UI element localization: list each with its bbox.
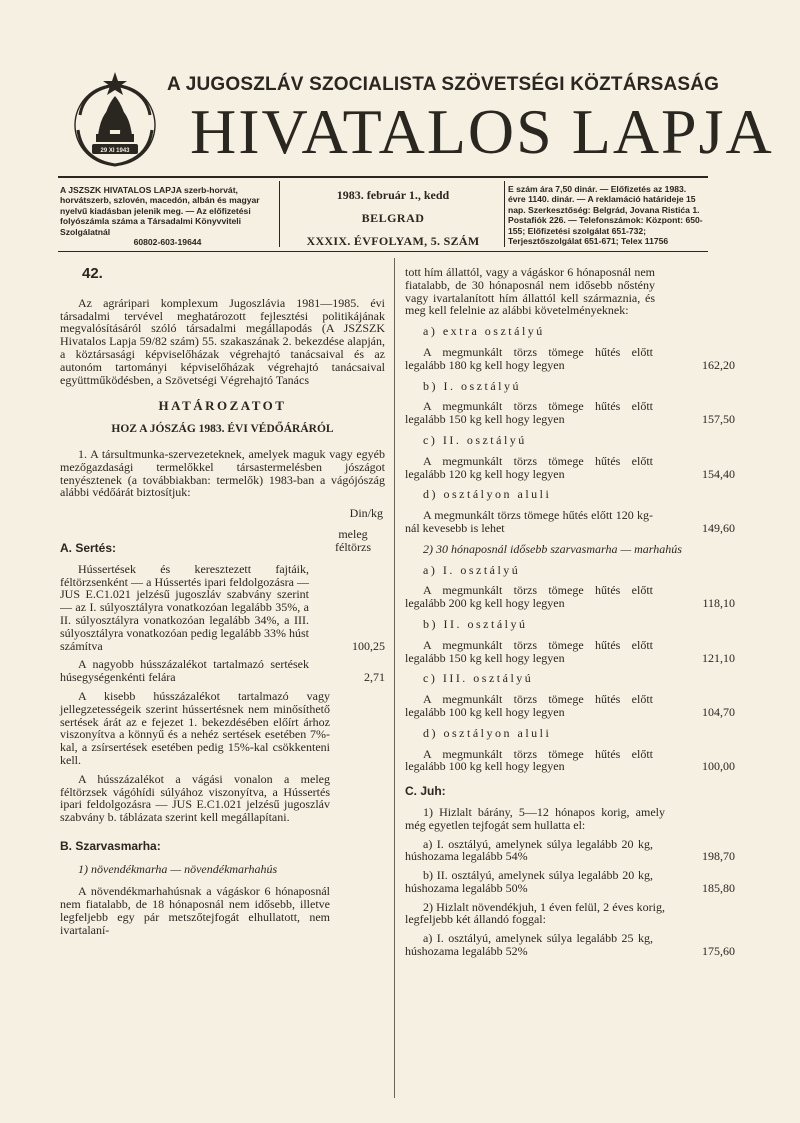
grade-block — [405, 434, 735, 480]
masthead — [0, 0, 800, 248]
price-item-text: Hússertések és keresztezett fajtáik, féltörzsenként — a Hússertés ipari feldolgozásra — JUS E.C1.021 jelzésű jugoszláv szabvány szerint — az I. súlyosztályra vonatkozóan legalább 35%, a II. súlyosztályra vonatkozóan legalább 34%, a III. súlyosztályra vonatkozóan pedig legalább 33% húst számítva — [60, 561, 309, 653]
grade-item — [405, 584, 735, 610]
subscription-info-text: A JSZSZK HIVATALOS LAPJA szerb-horvát, horvátszerb, szlovén, macedón, albán és magyar nyelvű kiadásban jelenik meg. — Az előfizetési folyószámla száma a Társadalmi Könyvviteli Szolgálatnál — [60, 185, 260, 237]
paragraph-a4: A hússzázalékot a vágási vonalon a meleg féltörzsek vágóhídi súlyához viszonyítva, a Hússertés ipari feldolgozásra — JUS E.C1.021 jelzésű jugoszláv szabvány b. táblázata szerint kell megállapítani. — [60, 771, 330, 825]
grade-block — [405, 727, 735, 773]
grade-class: b) II. osztályú — [423, 616, 528, 631]
section-b-sub1: 1) növendékmarha — növendékmarhahús — [78, 861, 278, 876]
intro-paragraph: Az agráripari komplexum Jugoszlávia 1981—1985. évi társadalmi tervével meghatározott fejlesztési politikájának megvalósításáról szóló társadalmi megállapodás (A JSZSZK Hivatalos Lapja 59/82 szám) 55. szakaszának 2. bekezdése alapján, a köztársasági képviselőházak végrehajtó tanácsaival és az autonóm tartományi képviselőházak végrehajtó tanácsaival együttműködésben, a Szövetségi Végrehajtó Tanács — [60, 295, 385, 387]
decree-number: 42. — [82, 265, 103, 282]
grade-text: A megmunkált törzs tömege hűtés előtt legalább 100 kg kell hogy legyen — [405, 746, 653, 774]
price-item-text: A nagyobb hússzázalékot tartalmazó sertések húsegységenkénti felára — [60, 657, 309, 685]
issue-date: 1983. február 1., kedd — [336, 188, 450, 202]
account-number: 60802-603-19644 — [133, 237, 202, 248]
price-value: 2,71 — [364, 670, 385, 685]
state-emblem-icon — [70, 70, 160, 170]
decree-heading: HATÁROZATOT — [158, 398, 287, 414]
price-value: 185,80 — [702, 880, 735, 895]
section-b-sub2: 2) 30 hónaposnál idősebb szarvasmarha — marhahús — [423, 541, 682, 556]
grade-class: a) I. osztályú — [423, 562, 521, 577]
subscription-info — [60, 185, 275, 247]
price-item — [405, 932, 735, 958]
column-divider — [394, 258, 395, 1098]
continuation-paragraph: tott hím állattól, vagy a vágáskor 6 hónaposnál nem fiatalabb, de 30 hónaposnál nem idősebb nőstény vagy ivartalanított hím állattól kell származnia, és meg kell felelnie az alábbi követelményeknek: — [405, 265, 655, 318]
price-item — [60, 658, 385, 684]
top-rule — [58, 176, 708, 178]
decree-subheading: HOZ A JÓSZÁG 1983. ÉVI VÉDŐÁRÁRÓL — [111, 423, 334, 436]
main-title: HIVATALOS LAPJA — [190, 96, 774, 167]
grade-block — [405, 325, 735, 371]
price-item-text: b) II. osztályú, amelynek súlya legalább 20 kg, húshozama legalább 50% — [405, 868, 653, 895]
grade-text: A megmunkált törzs tömege hűtés előtt legalább 150 kg kell hogy legyen — [405, 399, 653, 427]
grade-block — [405, 488, 735, 534]
paragraph-1: 1. A társultmunka-szervezeteknek, amelyek maguk vagy egyéb mezőgazdasági termelőkkel társastermelésben jószágot tenyésztenek (a továbbiakban: termelők) 1983-ban a vágójószág alábbi védőárát biztosítjuk: — [60, 446, 385, 500]
paragraph-b1: A növendékmarhahúsnak a vágáskor 6 hónaposnál nem fiatalabb, de 18 hónaposnál nem idősebb, illetve legfeljebb egy pár metszőtejfogát elhullatott, nem ivartalaní- — [60, 884, 330, 937]
column-header-text: meleg féltörzs — [335, 526, 371, 554]
price-item-text: a) I. osztályú, amelynek súlya legalább 20 kg, húshozama legalább 54% — [405, 836, 653, 864]
grade-class: b) I. osztályú — [423, 378, 521, 393]
grade-class: d) osztályon aluli — [423, 487, 552, 502]
price-value: 149,60 — [702, 520, 735, 535]
grade-item — [405, 748, 735, 774]
grade-class: c) III. osztályú — [423, 671, 534, 686]
grade-item — [405, 455, 735, 481]
grade-item — [405, 693, 735, 719]
left-column — [60, 265, 385, 937]
grade-text: A megmunkált törzs tömege hűtés előtt 120 kg-nál kevesebb is lehet — [405, 508, 653, 535]
grade-item — [405, 639, 735, 665]
grade-block — [405, 380, 735, 426]
grade-block — [405, 564, 735, 610]
grade-block — [405, 672, 735, 718]
grade-item — [405, 509, 735, 535]
bottom-rule — [58, 251, 708, 252]
price-value: 175,60 — [702, 944, 735, 959]
right-column — [405, 266, 735, 958]
price-value: 104,70 — [702, 704, 735, 719]
grade-block — [405, 618, 735, 664]
grade-item — [405, 400, 735, 426]
grade-class: c) II. osztályú — [423, 432, 527, 447]
paragraph-c1: 1) Hizlalt bárány, 5—12 hónapos korig, amely még egyetlen tejfogát sem hullatta el: — [405, 804, 665, 832]
grade-class: a) extra osztályú — [423, 324, 545, 339]
paragraph-a3: A kisebb hússzázalékot tartalmazó vagy jellegzetességeik szerint hússertésnek nem minősíthető sertések árát az e fejezet 1. bekezdésében előírt árhoz viszonyítva a könnyű és a nehéz sertések esetében 7%-kal, a zsírsertések esetében pedig 15%-kal csökkenteni kell. — [60, 688, 330, 767]
issue-place: BELGRAD — [361, 211, 425, 225]
price-item — [405, 869, 735, 895]
divider-left — [279, 181, 280, 247]
price-item — [405, 838, 735, 864]
price-info: E szám ára 7,50 dinár. — Előfizetés az 1983. évre 1140. dinár. — A reklamáció határideje 15 nap. Szerkesztőség: Belgrád, Jovana Ristića 1. Postafiók 226. — Telefonszámok: Központ: 650-155; Előfizetési szolgálat 651-732; Terjesztőszolgálat 651-671; Telex 11756 — [508, 184, 703, 247]
unit-label: Din/kg — [349, 506, 383, 521]
paragraph-c2: 2) Hizlalt növendékjuh, 1 éven felül, 2 éves korig, legfeljebb két állandó foggal: — [405, 899, 665, 927]
price-value: 198,70 — [702, 849, 735, 864]
price-value: 162,20 — [702, 357, 735, 372]
issue-info — [285, 188, 501, 249]
price-value: 121,10 — [702, 650, 735, 665]
grade-item — [405, 346, 735, 372]
section-c-heading: C. Juh: — [405, 784, 446, 799]
price-value: 100,25 — [352, 638, 385, 653]
price-value: 157,50 — [702, 412, 735, 427]
price-value: 154,40 — [702, 466, 735, 481]
grade-text: A megmunkált törzs tömege hűtés előtt legalább 150 kg kell hogy legyen — [405, 637, 653, 665]
divider-right — [504, 181, 505, 247]
emblem-date-text: 29 XI 1943 — [100, 148, 130, 154]
section-b-heading: B. Szarvasmarha: — [60, 838, 161, 853]
price-value: 118,10 — [702, 596, 735, 611]
grade-text: A megmunkált törzs tömege hűtés előtt legalább 180 kg kell hogy legyen — [405, 344, 653, 372]
price-item-text: a) I. osztályú, amelynek súlya legalább 25 kg, húshozama legalább 52% — [405, 931, 653, 959]
grade-text: A megmunkált törzs tömege hűtés előtt legalább 120 kg kell hogy legyen — [405, 453, 653, 481]
super-title: A JUGOSZLÁV SZOCIALISTA SZÖVETSÉGI KÖZTÁRSASÁG — [167, 74, 720, 95]
grade-text: A megmunkált törzs tömege hűtés előtt legalább 100 kg kell hogy legyen — [405, 692, 653, 719]
grade-text: A megmunkált törzs tömege hűtés előtt legalább 200 kg kell hogy legyen — [405, 583, 653, 611]
issue-volume: XXXIX. ÉVFOLYAM, 5. SZÁM — [306, 234, 480, 248]
section-a-heading: A. Sertés: — [60, 540, 117, 555]
grade-class: d) osztályon aluli — [423, 725, 552, 740]
price-item — [60, 563, 385, 653]
price-value: 100,00 — [702, 759, 735, 774]
